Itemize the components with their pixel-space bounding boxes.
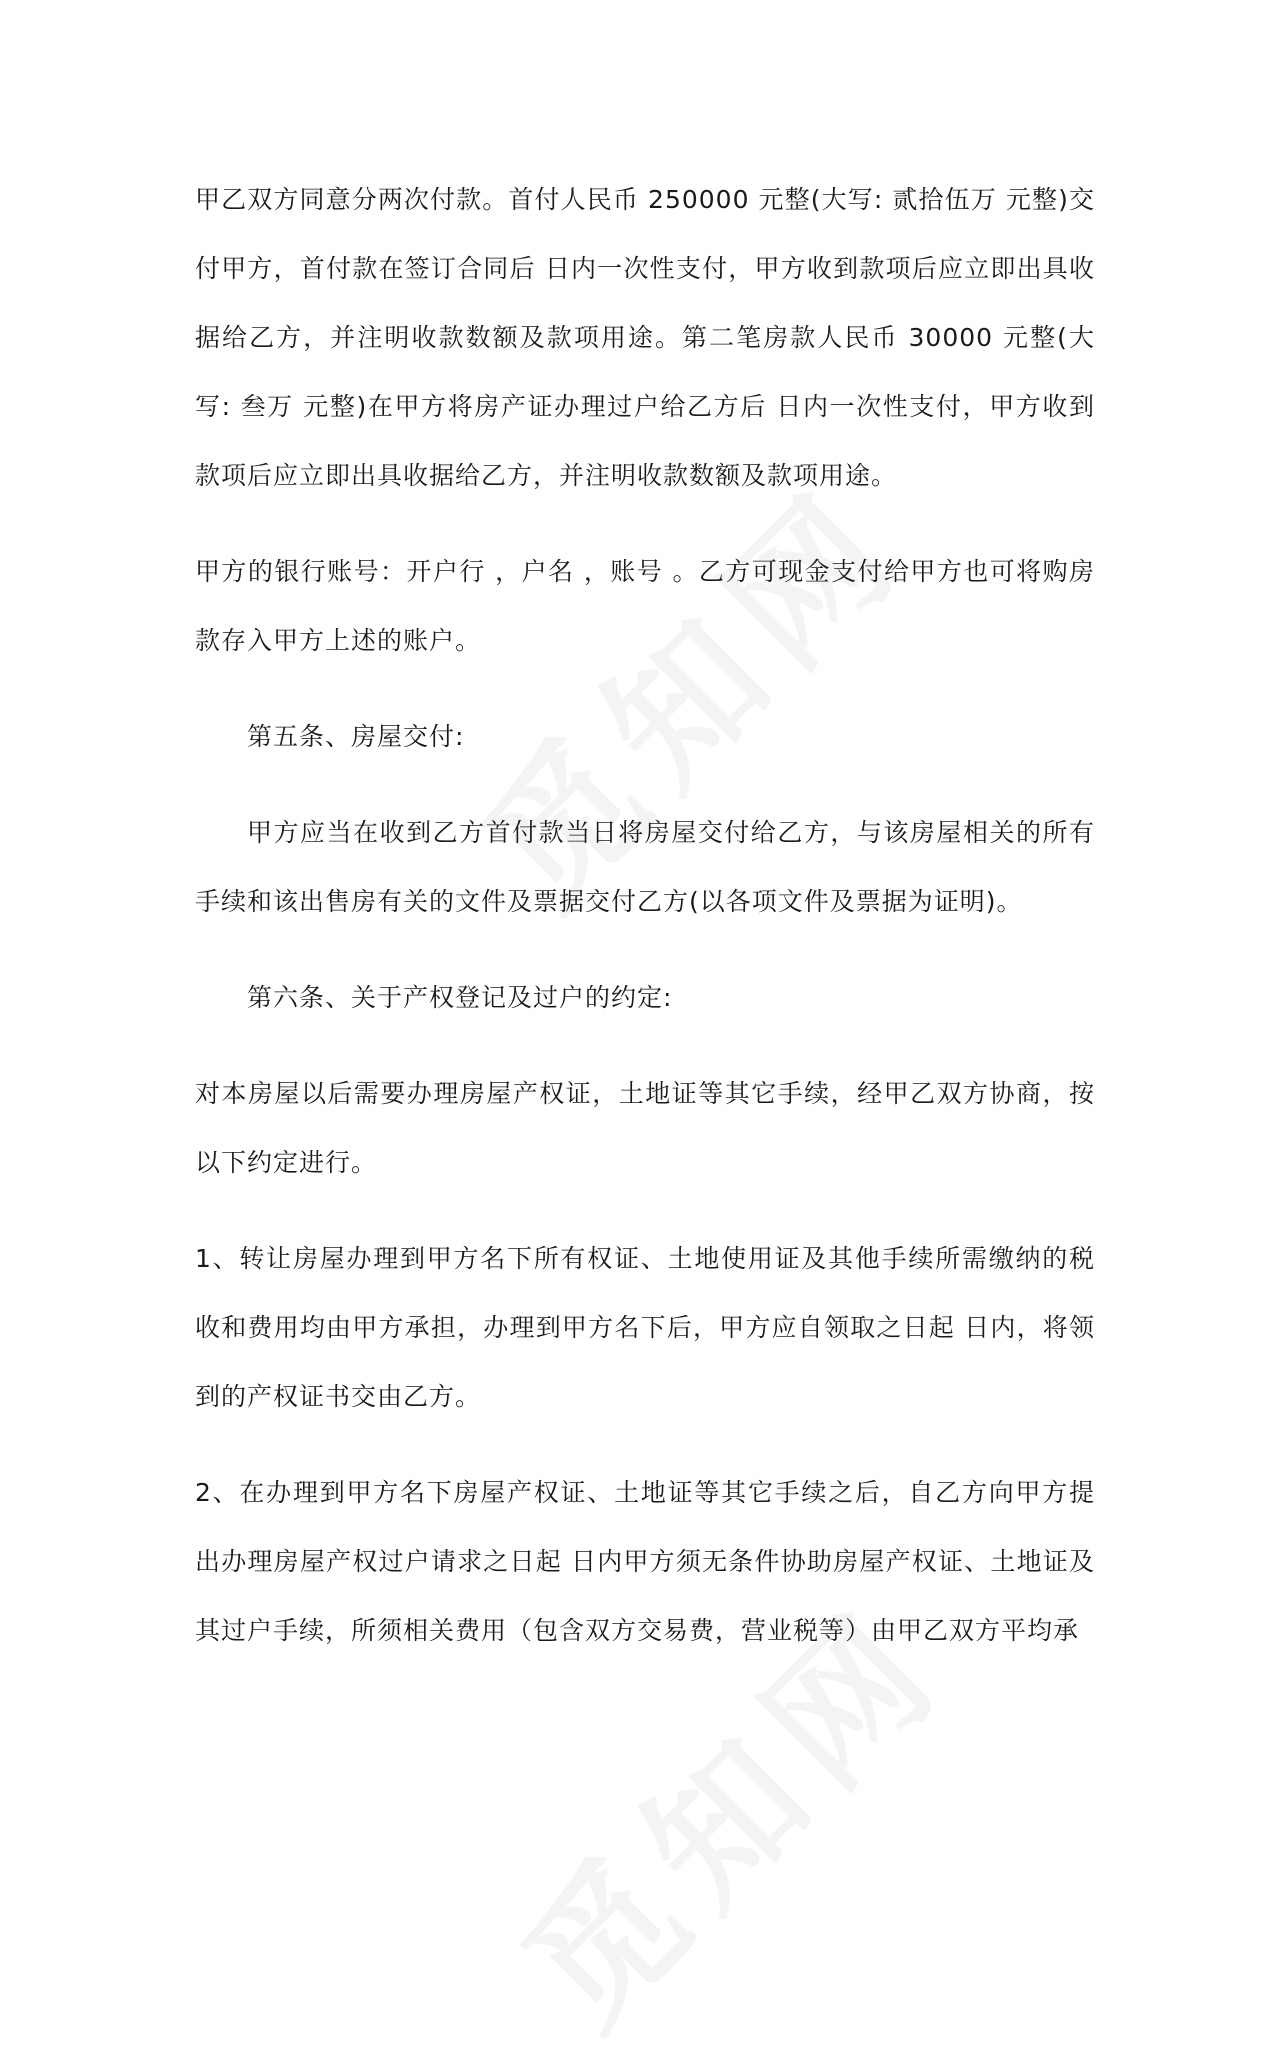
paragraph-clause-1: 1、转让房屋办理到甲方名下所有权证、土地使用证及其他手续所需缴纳的税收和费用均由甲方承担，办理到甲方名下后，甲方应自领取之日起 日内，将领到的产权证书交由乙方。 [195,1244,1095,1411]
document-body [195,165,1095,1665]
paragraph-registration-intro: 对本房屋以后需要办理房屋产权证，土地证等其它手续，经甲乙双方协商，按以下约定进行。 [195,1079,1095,1177]
heading-article-6: 第六条、关于产权登记及过户的约定: [247,983,673,1012]
paragraph-clause-2: 2、在办理到甲方名下房屋产权证、土地证等其它手续之后，自乙方向甲方提出办理房屋产权过户请求之日起 日内甲方须无条件协助房屋产权证、土地证及其过户手续，所须相关费用（包含双方交易费，营业税等）由甲乙双方平均承 [195,1478,1095,1645]
heading-article-5: 第五条、房屋交付: [247,722,465,751]
paragraph-house-delivery: 甲方应当在收到乙方首付款当日将房屋交付给乙方，与该房屋相关的所有手续和该出售房有关的文件及票据交付乙方(以各项文件及票据为证明)。 [195,818,1095,916]
paragraph-bank-account: 甲方的银行账号：开户行 ，户名 ，账号 。乙方可现金支付给甲方也可将购房款存入甲方上述的账户。 [195,557,1095,655]
paragraph-payment-terms: 甲乙双方同意分两次付款。首付人民币 250000 元整(大写: 贰拾伍万 元整)交付甲方，首付款在签订合同后 日内一次性支付，甲方收到款项后应立即出具收据给乙方，并注明收款数额及款项用途。第二笔房款人民币 30000 元整(大写: 叁万 元整)在甲方将房产证办理过户给乙方后 日内一次性支付，甲方收到款项后应立即出具收据给乙方，并注明收款数额及款项用途。 [195,185,1095,490]
